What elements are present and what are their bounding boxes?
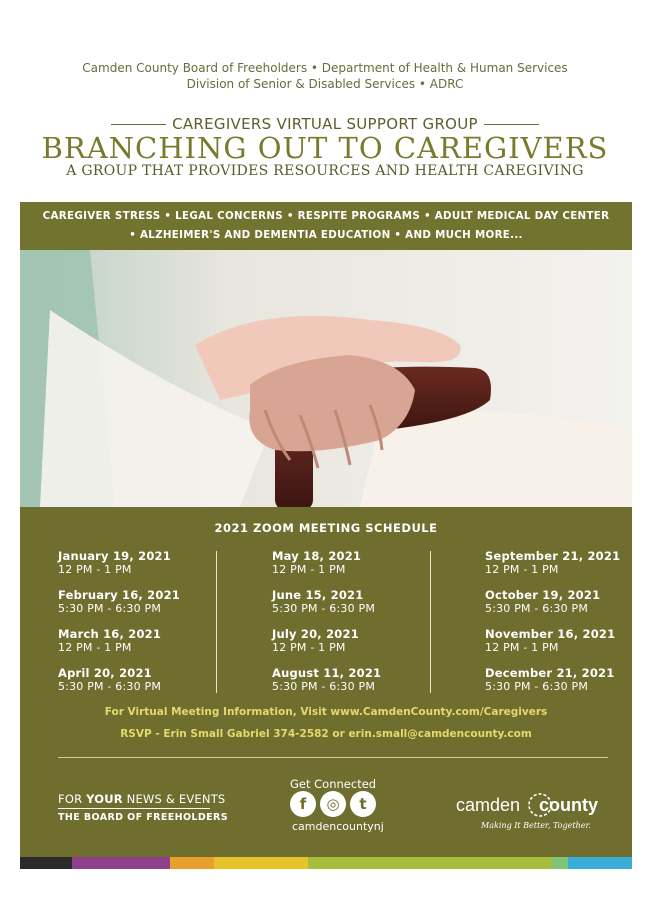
- schedule-column-1: [58, 550, 238, 706]
- meeting-time: 12 PM - 1 PM: [58, 563, 132, 576]
- news-bold: YOUR: [86, 792, 123, 806]
- logo-tagline: Making It Better, Together.: [481, 821, 591, 830]
- stripe-segment: [72, 857, 170, 869]
- meeting-date: November 16, 2021: [485, 627, 616, 641]
- kicker-text: CAREGIVERS VIRTUAL SUPPORT GROUP: [172, 115, 478, 133]
- footer: [20, 757, 632, 857]
- rsvp-contact[interactable]: RSVP - Erin Small Gabriel 374-2582 or erin.small@camdencounty.com: [120, 728, 532, 740]
- kicker-rule-left: [111, 124, 166, 125]
- stripe-segment: [20, 857, 72, 869]
- logo-text-right: county: [539, 795, 599, 815]
- schedule-column-2: [272, 550, 452, 706]
- meeting-time: 12 PM - 1 PM: [485, 641, 559, 654]
- meeting-date: October 19, 2021: [485, 588, 601, 602]
- meeting-entry: [485, 589, 650, 628]
- meeting-date: July 20, 2021: [272, 627, 359, 641]
- meeting-time: 12 PM - 1 PM: [272, 563, 346, 576]
- meeting-time: 12 PM - 1 PM: [272, 641, 346, 654]
- meeting-entry: [58, 589, 238, 628]
- meeting-date: January 19, 2021: [58, 549, 171, 563]
- schedule-column-3: [485, 550, 650, 706]
- meeting-date: December 21, 2021: [485, 666, 615, 680]
- meeting-time: 12 PM - 1 PM: [58, 641, 132, 654]
- meeting-entry: [485, 667, 650, 706]
- meeting-date: February 16, 2021: [58, 588, 180, 602]
- color-stripe: [20, 857, 632, 869]
- meeting-date: September 21, 2021: [485, 549, 621, 563]
- meeting-date: March 16, 2021: [58, 627, 162, 641]
- meeting-date: June 15, 2021: [272, 588, 364, 602]
- meeting-entry: [485, 628, 650, 667]
- page-subtitle: A GROUP THAT PROVIDES RESOURCES AND HEALTH CAREGIVING: [66, 163, 584, 179]
- social-icons: [290, 791, 376, 817]
- news-prefix: FOR: [58, 792, 87, 806]
- meeting-time: 5:30 PM - 6:30 PM: [485, 602, 589, 615]
- agency-header: [0, 60, 650, 92]
- hands-on-cane-photo: [20, 250, 632, 507]
- meeting-time: 5:30 PM - 6:30 PM: [485, 680, 589, 693]
- topics-line-2: • ALZHEIMER'S AND DEMENTIA EDUCATION • AND MUCH MORE...: [129, 229, 523, 241]
- meeting-entry: [272, 628, 452, 667]
- schedule-title: 2021 ZOOM MEETING SCHEDULE: [214, 521, 438, 535]
- meeting-date: April 20, 2021: [58, 666, 152, 680]
- meeting-entry: [272, 667, 452, 706]
- meeting-entry: [485, 550, 650, 589]
- page-title: BRANCHING OUT TO CAREGIVERS: [41, 131, 609, 165]
- board-label: THE BOARD OF FREEHOLDERS: [58, 812, 229, 823]
- topics-line-1: CAREGIVER STRESS • LEGAL CONCERNS • RESPITE PROGRAMS • ADULT MEDICAL DAY CENTER: [42, 210, 610, 222]
- agency-line-1: Camden County Board of Freeholders • Department of Health & Human Services: [82, 61, 568, 75]
- meeting-entry: [58, 550, 238, 589]
- photo-illustration: [20, 250, 632, 507]
- stripe-segment: [308, 857, 552, 869]
- instagram-icon[interactable]: ◎: [320, 791, 346, 817]
- stripe-segment: [214, 857, 308, 869]
- meeting-date: May 18, 2021: [272, 549, 362, 563]
- kicker-rule-right: [484, 124, 539, 125]
- meeting-entry: [58, 667, 238, 706]
- meeting-schedule: [20, 507, 632, 757]
- meeting-time: 12 PM - 1 PM: [485, 563, 559, 576]
- virtual-info-link[interactable]: For Virtual Meeting Information, Visit www.CamdenCounty.com/Caregivers: [104, 706, 548, 718]
- facebook-icon[interactable]: f: [290, 791, 316, 817]
- stripe-segment: [170, 857, 214, 869]
- social-handle[interactable]: camdencountynj: [292, 820, 384, 833]
- topics-banner: [20, 202, 632, 250]
- stripe-segment: [568, 857, 632, 869]
- news-suffix: NEWS & EVENTS: [122, 792, 226, 806]
- footer-divider: [58, 757, 608, 758]
- logo-text-left: camden: [456, 795, 521, 815]
- news-underline: [58, 808, 210, 809]
- meeting-time: 5:30 PM - 6:30 PM: [272, 680, 376, 693]
- meeting-time: 5:30 PM - 6:30 PM: [58, 602, 162, 615]
- stripe-segment: [552, 857, 568, 869]
- meeting-date: August 11, 2021: [272, 666, 382, 680]
- meeting-entry: [272, 589, 452, 628]
- news-events-heading: [58, 792, 225, 806]
- agency-line-2: Division of Senior & Disabled Services • ADRC: [186, 77, 464, 91]
- meeting-time: 5:30 PM - 6:30 PM: [272, 602, 376, 615]
- meeting-entry: [272, 550, 452, 589]
- get-connected-label: Get Connected: [290, 777, 377, 791]
- meeting-entry: [58, 628, 238, 667]
- twitter-icon[interactable]: t: [350, 791, 376, 817]
- meeting-time: 5:30 PM - 6:30 PM: [58, 680, 162, 693]
